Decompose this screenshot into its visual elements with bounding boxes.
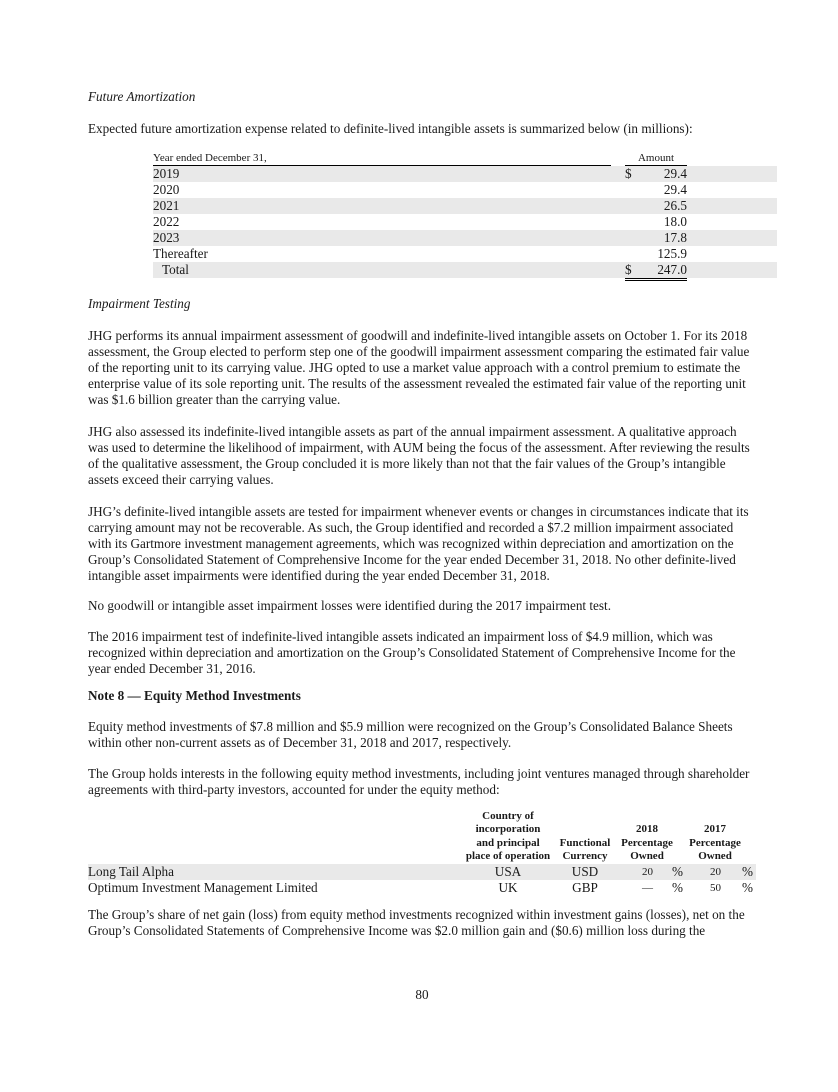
header-pct-2017: 2017 Percentage Owned xyxy=(685,823,745,864)
amortization-table-header xyxy=(153,152,777,166)
header-amount: Amount xyxy=(625,152,687,166)
header-currency: Functional Currency xyxy=(557,837,613,865)
future-amortization-heading: Future Amortization xyxy=(88,89,196,104)
table-row xyxy=(153,230,777,246)
row-label: 2021 xyxy=(153,198,180,213)
header-year: Year ended December 31, xyxy=(153,152,611,166)
pct-2018: 20 xyxy=(642,866,653,878)
total-label: Total xyxy=(162,262,189,277)
note8-paragraph: Equity method investments of $7.8 million and $5.9 million were recognized on the Group’s Consolidated Balance Sheets within other non-current assets as of December 31, 2018 and 2017, respectively. xyxy=(88,719,733,751)
row-value: 29.4 xyxy=(663,166,687,181)
table-row xyxy=(153,214,777,230)
impairment-paragraph: JHG also assessed its indefinite-lived intangible assets as part of the annual impairment assessment. A qualitative approach was used to determine the likelihood of impairment, with AUM being the focus of the assessment. After reviewing the results of the qualitative assessment, the Group concluded it is more likely than not that the fair values of the Group’s intangible assets exceed their carrying values. xyxy=(88,424,750,488)
investment-name: Optimum Investment Management Limited xyxy=(88,880,318,895)
table-row xyxy=(88,864,756,880)
impairment-testing-heading: Impairment Testing xyxy=(88,296,191,311)
impairment-paragraph: The 2016 impairment test of indefinite-lived intangible assets indicated an impairment loss of $4.9 million, which was recognized within depreciation and amortization on the Group’s Consolidated Statement of Comprehensive Income for the year ended December 31, 2016. xyxy=(88,629,736,677)
impairment-paragraph: JHG’s definite-lived intangible assets are tested for impairment whenever events or changes in circumstances indicate that its carrying amount may not be recoverable. As such, the Group identified and recorded a $7.2 million impairment associated with its Gartmore investment management agreements, which was recognized within depreciation and amortization on the Group’s Consolidated Statement of Comprehensive Income for the year ended December 31, 2018. No other definite-lived intangible asset impairments were identified during the year ended December 31, 2018. xyxy=(88,504,749,584)
country: UK xyxy=(498,880,518,895)
country: USA xyxy=(494,864,522,879)
currency: USD xyxy=(571,864,599,879)
amortization-table xyxy=(153,152,777,278)
row-value: 18.0 xyxy=(663,214,687,229)
investment-name: Long Tail Alpha xyxy=(88,864,175,879)
row-label: Thereafter xyxy=(153,246,208,261)
total-value: 247.0 xyxy=(637,262,687,281)
dollar-sign: $ xyxy=(625,262,637,281)
pct-2018: — xyxy=(642,882,653,894)
pct-2017: 50 xyxy=(710,882,721,894)
row-value: 26.5 xyxy=(663,198,687,213)
table-row xyxy=(153,198,777,214)
note8-paragraph: The Group holds interests in the following equity method investments, including joint ventures managed through shareholder agreements with third-party investors, accounted for under the equity method: xyxy=(88,766,750,798)
future-amortization-intro: Expected future amortization expense related to definite-lived intangible assets is summarized below (in millions): xyxy=(88,121,693,136)
currency: GBP xyxy=(572,880,598,895)
pct-2017: 20 xyxy=(710,866,721,878)
pct-sign: % xyxy=(672,880,683,895)
page-number: 80 xyxy=(415,987,429,1002)
row-value: 29.4 xyxy=(663,182,687,197)
pct-sign: % xyxy=(672,864,683,879)
total-row xyxy=(153,262,777,278)
row-label: 2023 xyxy=(153,230,180,245)
row-label: 2019 xyxy=(153,166,180,181)
impairment-paragraph: No goodwill or intangible asset impairment losses were identified during the 2017 impairment test. xyxy=(88,598,611,613)
note8-heading: Note 8 — Equity Method Investments xyxy=(88,688,301,703)
row-label: 2022 xyxy=(153,214,180,229)
closing-paragraph: The Group’s share of net gain (loss) from equity method investments recognized within investment gains (losses), net on the Group’s Consolidated Statements of Comprehensive Income was $2.0 million gain and ($0.6) million loss during the xyxy=(88,907,745,939)
table-row xyxy=(153,166,777,182)
row-value: 17.8 xyxy=(663,230,687,245)
impairment-paragraph: JHG performs its annual impairment assessment of goodwill and indefinite-lived intangible assets on October 1. For its 2018 assessment, the Group elected to perform step one of the goodwill impairment assessment comparing the estimated fair value of the reporting unit to its carrying value. JHG opted to use a market value approach with a control premium to estimate the enterprise value of its sole reporting unit. The results of the assessment revealed the estimated fair value of the reporting unit was $1.6 billion greater than the carrying value. xyxy=(88,328,750,408)
header-country: Country of incorporation and principal place of operation xyxy=(461,810,555,865)
table-row xyxy=(153,246,777,262)
pct-sign: % xyxy=(742,864,753,879)
row-value: 125.9 xyxy=(637,246,687,263)
table-row xyxy=(88,880,756,896)
row-label: 2020 xyxy=(153,182,180,197)
table-row xyxy=(153,182,777,198)
header-pct-2018: 2018 Percentage Owned xyxy=(617,823,677,864)
pct-sign: % xyxy=(742,880,753,895)
dollar-sign: $ xyxy=(625,166,632,181)
